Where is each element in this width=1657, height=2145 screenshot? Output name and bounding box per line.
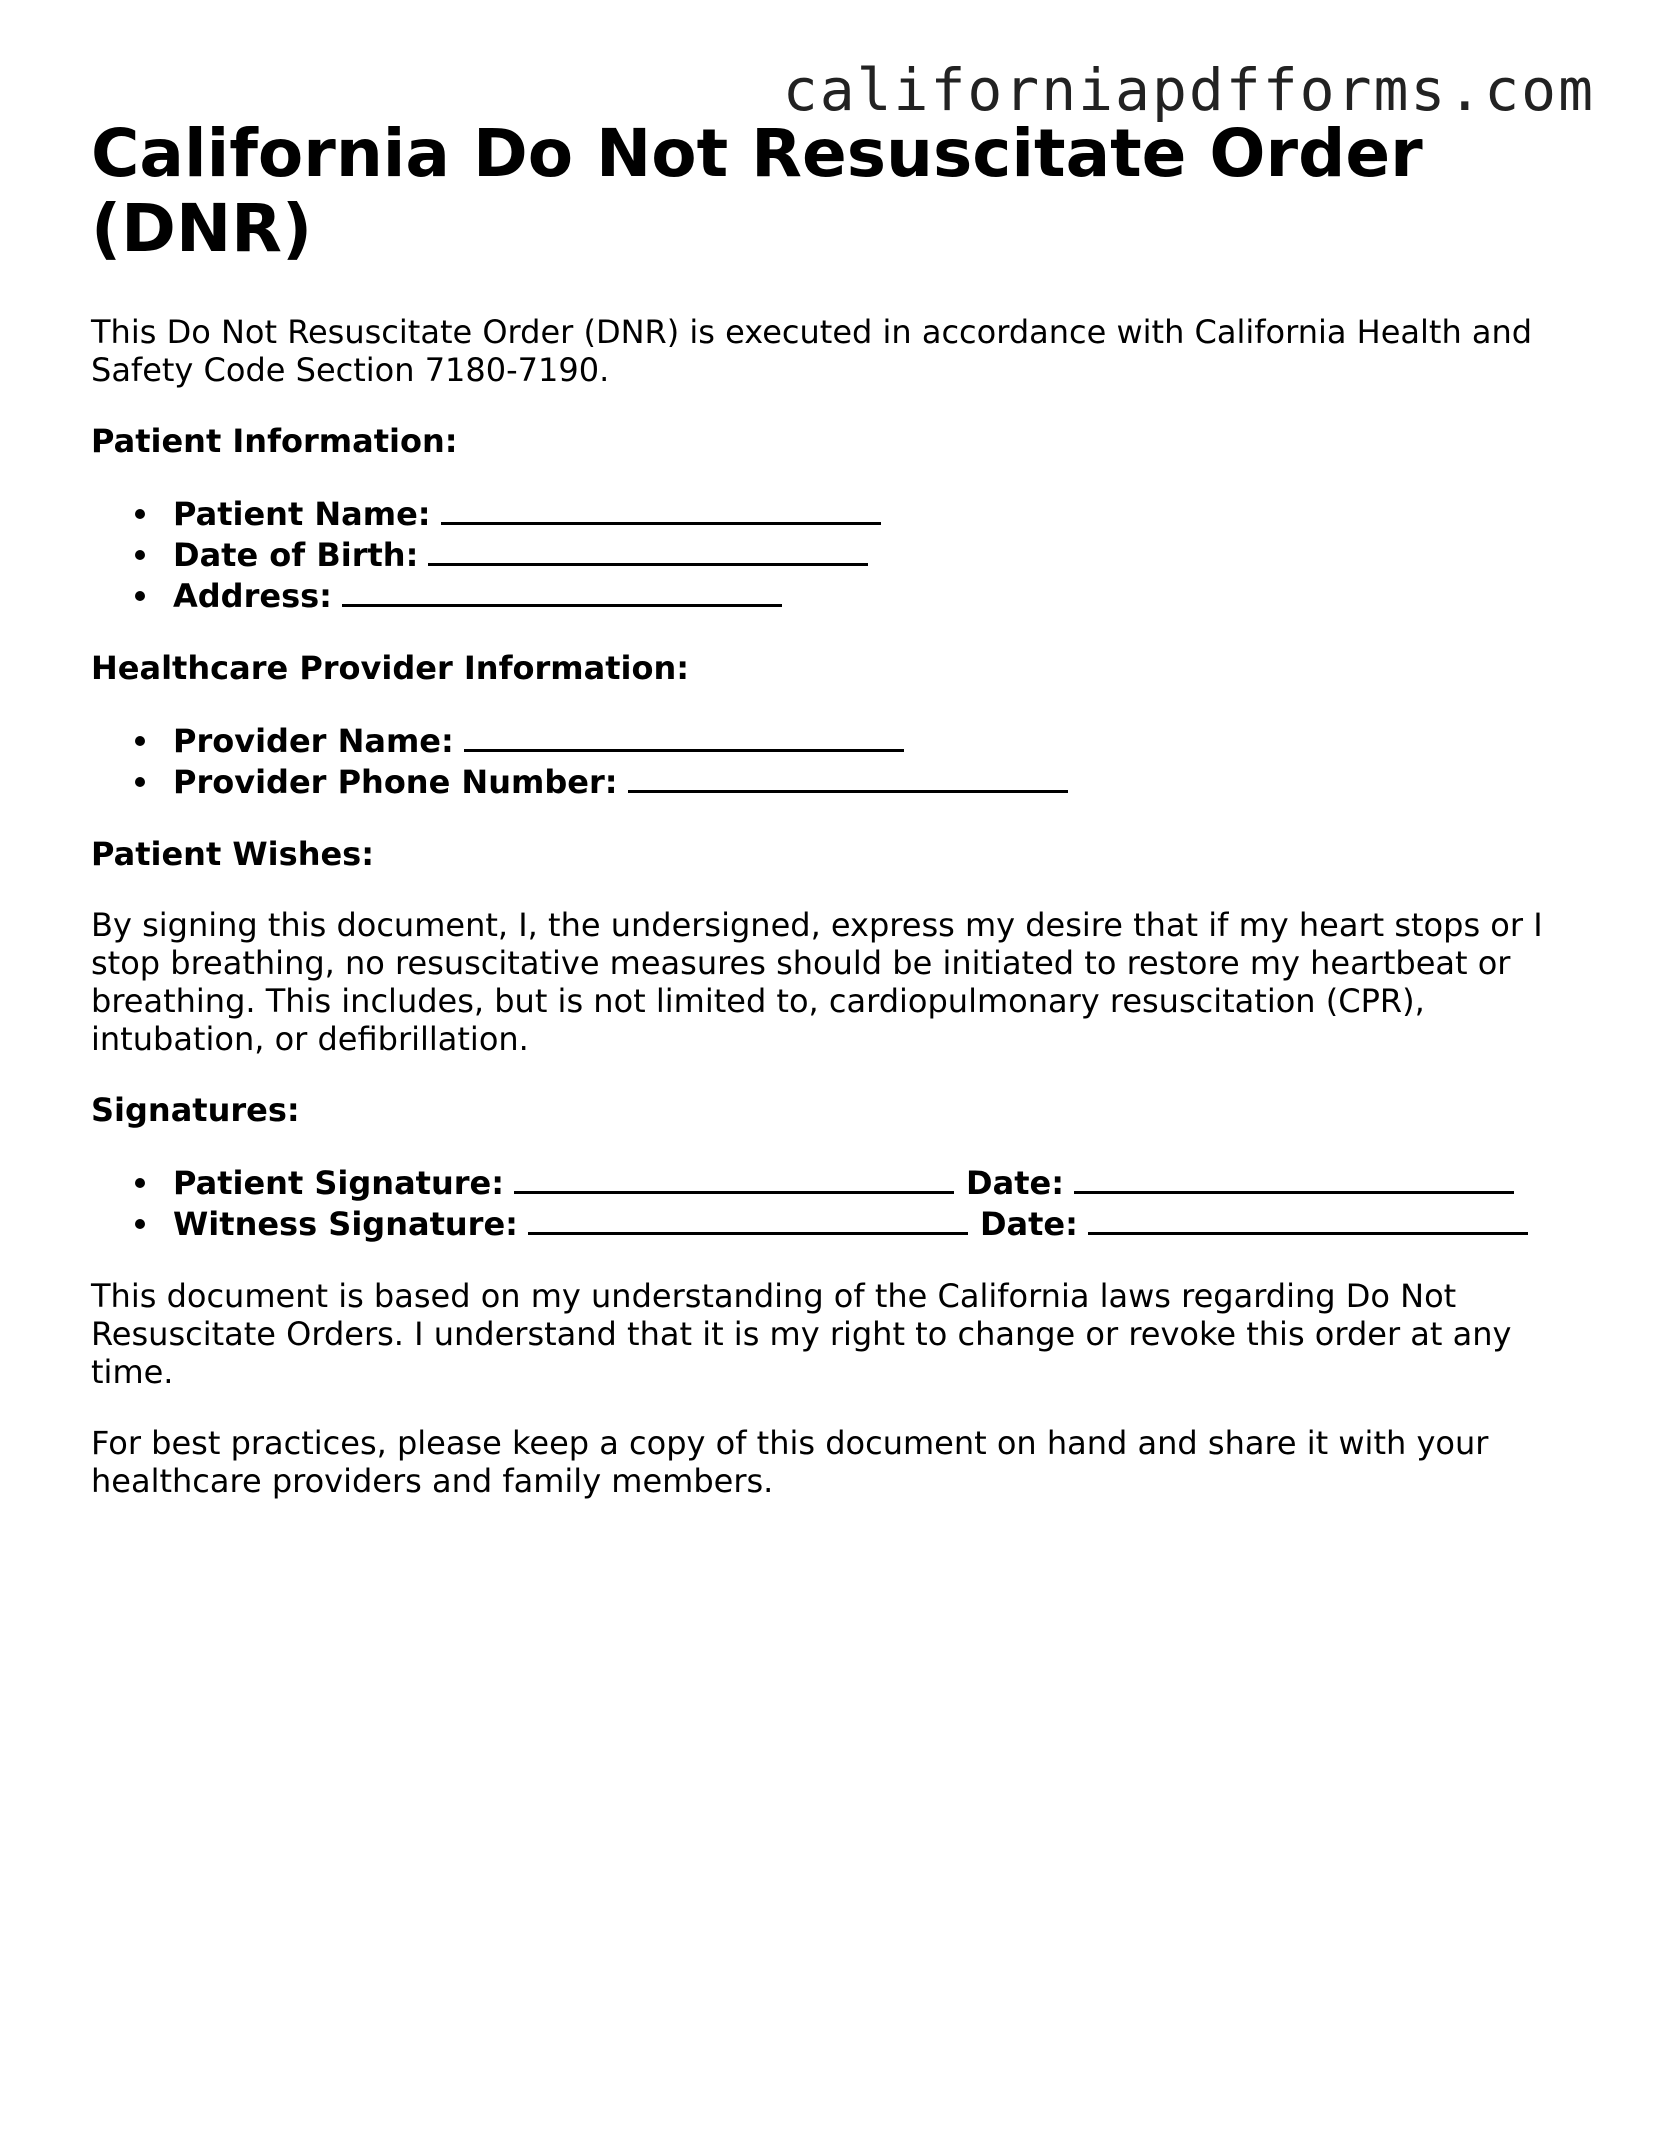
- patient-info-list: [91, 493, 1591, 616]
- signatures-heading: Signatures:: [91, 1091, 300, 1129]
- intro-paragraph: This Do Not Resuscitate Order (DNR) is executed in accordance with California Health and Safety Code Section 7180-7190.: [91, 313, 1533, 389]
- witness-signature-date-field[interactable]: [1088, 1203, 1528, 1235]
- signatures-list: [91, 1162, 1591, 1244]
- date-of-birth-field[interactable]: [428, 534, 868, 566]
- patient-name-label: Patient Name:: [173, 495, 431, 533]
- witness-signature-field[interactable]: [528, 1203, 968, 1235]
- acknowledgement-text: This document is based on my understanding of the California laws regarding Do Not Resuscitate Orders. I understand that it is my right to change or revoke this order at any time.: [91, 1277, 1512, 1391]
- patient-name-field[interactable]: [441, 493, 881, 525]
- patient-signature-item: [173, 1162, 1591, 1203]
- witness-signature-date-label: Date:: [979, 1205, 1078, 1243]
- provider-info-list: [91, 720, 1591, 802]
- witness-signature-label: Witness Signature:: [173, 1205, 518, 1243]
- patient-wishes-heading: Patient Wishes:: [91, 835, 375, 873]
- patient-signature-label: Patient Signature:: [173, 1164, 505, 1202]
- provider-phone-item: [173, 761, 1591, 802]
- best-practices-text: For best practices, please keep a copy of this document on hand and share it with your healthcare providers and family members.: [91, 1424, 1489, 1500]
- address-label: Address:: [173, 577, 332, 615]
- watermark: californiapdfforms.com: [782, 56, 1595, 124]
- patient-info-heading: Patient Information:: [91, 422, 458, 460]
- provider-info-heading: Healthcare Provider Information:: [91, 649, 690, 687]
- witness-signature-item: [173, 1203, 1591, 1244]
- patient-signature-date-label: Date:: [966, 1164, 1064, 1202]
- provider-name-field[interactable]: [464, 720, 904, 752]
- patient-signature-field[interactable]: [514, 1162, 954, 1194]
- patient-signature-date-field[interactable]: [1074, 1162, 1514, 1194]
- provider-phone-field[interactable]: [628, 761, 1068, 793]
- address-item: [173, 575, 1591, 616]
- page-title: California Do Not Resuscitate Order (DNR): [91, 115, 1423, 267]
- provider-phone-label: Provider Phone Number:: [173, 763, 618, 801]
- patient-name-item: [173, 493, 1591, 534]
- date-of-birth-item: [173, 534, 1591, 575]
- date-of-birth-label: Date of Birth:: [173, 536, 419, 574]
- address-field[interactable]: [342, 575, 782, 607]
- provider-name-item: [173, 720, 1591, 761]
- patient-wishes-text: By signing this document, I, the undersigned, express my desire that if my heart stops or I stop breathing, no resuscitative measures should be initiated to restore my heartbeat or breathing. This includes, but is not limited to, cardiopulmonary resuscitation (CPR), intubation, or defibrillation.: [91, 906, 1543, 1058]
- provider-name-label: Provider Name:: [173, 722, 454, 760]
- document-page: [91, 116, 1591, 1500]
